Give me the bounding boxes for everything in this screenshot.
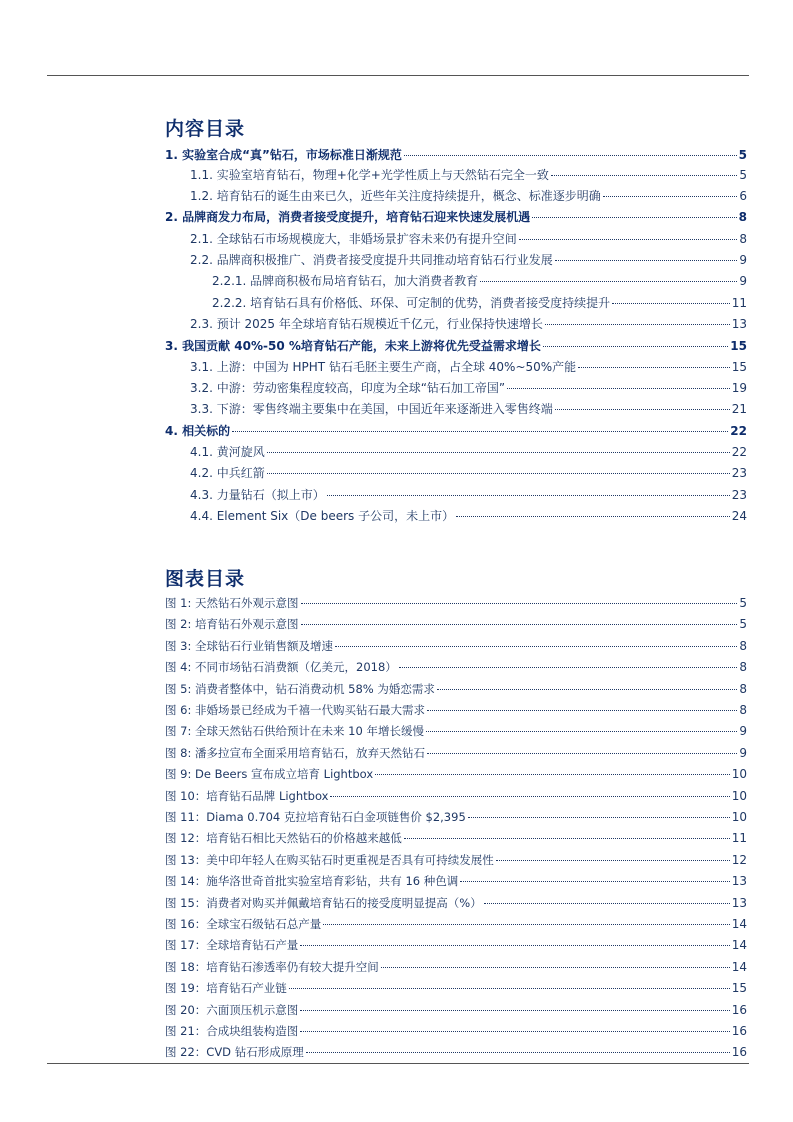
dot-leader xyxy=(330,796,729,797)
figure-entry-label: 图 6: 非婚场景已经成为千禧一代购买钻石最大需求 xyxy=(165,703,425,717)
figure-entry-label: 图 3: 全球钻石行业销售额及增速 xyxy=(165,638,334,653)
figure-entry-label: 图 2: 培育钻石外观示意图 xyxy=(165,617,299,632)
figure-entry[interactable] xyxy=(165,745,747,763)
figures-heading: 图表目录 xyxy=(165,568,246,590)
dot-leader xyxy=(578,367,730,368)
figure-entry-label: 图 22：CVD 钻石形成原理 xyxy=(165,1045,304,1060)
contents-entry-label: 3.3. 下游：零售终端主要集中在美国，中国近年来逐渐进入零售终端 xyxy=(190,402,553,416)
figure-entry[interactable] xyxy=(165,1002,747,1020)
contents-entry-page: 22 xyxy=(730,424,747,438)
contents-entry[interactable] xyxy=(165,208,747,227)
figure-entry[interactable] xyxy=(165,895,747,913)
figure-entry[interactable] xyxy=(165,980,747,998)
dot-leader xyxy=(437,689,737,690)
figure-entry-label: 图 8: 潘多拉宣布全面采用培育钻石，放弃天然钻石 xyxy=(165,745,425,760)
figure-entry-label: 图 16：全球宝石级钻石总产量 xyxy=(165,917,322,931)
dot-leader xyxy=(404,838,730,839)
dot-leader xyxy=(381,967,730,968)
dot-leader xyxy=(232,431,728,432)
dot-leader xyxy=(267,452,730,453)
figure-entry-page: 14 xyxy=(731,959,747,974)
figure-entry-page: 5 xyxy=(739,617,747,632)
figure-entry-page: 10 xyxy=(731,788,747,803)
contents-entry[interactable] xyxy=(190,187,747,206)
contents-entry-page: 23 xyxy=(731,466,747,480)
dot-leader xyxy=(603,196,738,197)
figure-entry-page: 16 xyxy=(731,1002,747,1017)
dot-leader xyxy=(327,495,730,496)
figure-entry-page: 9 xyxy=(739,724,747,739)
footer-rule xyxy=(47,1063,749,1064)
contents-entry[interactable] xyxy=(190,358,747,377)
dot-leader xyxy=(300,1010,729,1011)
dot-leader xyxy=(519,239,738,240)
contents-entry-label: 4.1. 黄河旋风 xyxy=(190,445,265,459)
contents-entry[interactable] xyxy=(165,337,747,356)
figure-entry-page: 8 xyxy=(739,638,747,653)
dot-leader xyxy=(267,473,730,474)
contents-entry-page: 6 xyxy=(739,189,747,203)
contents-entry[interactable] xyxy=(190,315,747,334)
contents-entry-page: 22 xyxy=(731,445,747,459)
contents-entry[interactable] xyxy=(190,507,747,526)
figure-entry-page: 16 xyxy=(731,1045,747,1060)
dot-leader xyxy=(404,155,737,156)
contents-entry-label: 3.2. 中游：劳动密集程度较高，印度为全球“钻石加工帝国” xyxy=(190,381,506,395)
dot-leader xyxy=(289,988,730,989)
contents-entry-label: 2.2. 品牌商积极推广、消费者接受度提升共同推动培育钻石行业发展 xyxy=(190,253,553,267)
figure-entry-page: 8 xyxy=(739,681,747,696)
header-rule xyxy=(47,75,749,76)
dot-leader xyxy=(555,409,730,410)
figure-entry[interactable] xyxy=(165,766,747,784)
dot-leader xyxy=(532,217,737,218)
figure-entry[interactable] xyxy=(165,852,747,870)
dot-leader xyxy=(323,924,729,925)
dot-leader xyxy=(427,710,737,711)
dot-leader xyxy=(375,774,730,775)
figure-entry-page: 8 xyxy=(739,703,747,717)
contents-entry-label: 1.1. 实验室培育钻石，物理+化学+光学性质上与天然钻石完全一致 xyxy=(190,168,549,182)
contents-heading: 内容目录 xyxy=(165,118,246,140)
contents-entry[interactable] xyxy=(212,294,747,313)
figure-entry-label: 图 15：消费者对购买并佩戴培育钻石的接受度明显提高（%） xyxy=(165,895,482,910)
figure-entry[interactable] xyxy=(165,702,747,720)
contents-entry-page: 8 xyxy=(738,210,747,224)
contents-entry-label: 2.3. 预计 2025 年全球培育钻石规模近千亿元，行业保持快速增长 xyxy=(190,317,543,331)
figure-entry[interactable] xyxy=(165,1044,747,1062)
figure-entry[interactable] xyxy=(165,595,747,613)
figure-entry-label: 图 12：培育钻石相比天然钻石的价格越来越低 xyxy=(165,831,402,846)
figure-entry-label: 图 11：Diama 0.704 克拉培育钻石白金项链售价 $2,395 xyxy=(165,810,466,824)
contents-entry[interactable] xyxy=(165,422,747,441)
figure-entry-page: 9 xyxy=(739,745,747,760)
figure-entry-label: 图 21：合成块组装构造图 xyxy=(165,1024,299,1038)
contents-entry-page: 8 xyxy=(739,232,747,246)
contents-entry-page: 11 xyxy=(731,296,747,310)
figure-entry[interactable] xyxy=(165,723,747,741)
contents-entry[interactable] xyxy=(190,166,747,185)
contents-entry-label: 3.1. 上游：中国为 HPHT 钻石毛胚主要生产商，占全球 40%~50%产能 xyxy=(190,360,577,374)
contents-entry-label: 4. 相关标的 xyxy=(165,424,231,438)
contents-entry[interactable] xyxy=(190,400,747,419)
figure-entry[interactable] xyxy=(165,788,747,806)
figure-entry-label: 图 4: 不同市场钻石消费额（亿美元，2018） xyxy=(165,660,397,675)
contents-entry-page: 9 xyxy=(739,253,747,267)
figure-entry[interactable] xyxy=(165,916,747,934)
dot-leader xyxy=(306,1052,730,1053)
dot-leader xyxy=(496,860,730,861)
figure-entry[interactable] xyxy=(165,873,747,891)
contents-entry-page: 15 xyxy=(730,339,747,353)
contents-entry[interactable] xyxy=(190,464,747,483)
dot-leader xyxy=(426,731,737,732)
figure-entry-page: 14 xyxy=(731,938,747,953)
figure-entry-page: 10 xyxy=(731,767,747,782)
dot-leader xyxy=(301,603,738,604)
contents-entry[interactable] xyxy=(190,379,747,398)
contents-entry-label: 2.1. 全球钻石市场规模庞大，非婚场景扩容未来仍有提升空间 xyxy=(190,232,517,246)
dot-leader xyxy=(300,1031,729,1032)
contents-entry[interactable] xyxy=(190,251,747,270)
figure-entry-page: 11 xyxy=(731,831,747,846)
contents-entry-label: 2. 品牌商发力布局，消费者接受度提升，培育钻石迎来快速发展机遇 xyxy=(165,210,531,224)
figure-entry-label: 图 18：培育钻石渗透率仍有较大提升空间 xyxy=(165,959,379,974)
contents-entry[interactable] xyxy=(212,272,747,291)
dot-leader xyxy=(507,388,730,389)
figure-entry[interactable] xyxy=(165,659,747,677)
contents-entry-label: 3. 我国贡献 40%-50 %培育钻石产能，未来上游将优先受益需求增长 xyxy=(165,339,541,353)
figure-entry[interactable] xyxy=(165,681,747,699)
figure-entry[interactable] xyxy=(165,809,747,827)
dot-leader xyxy=(335,646,737,647)
dot-leader xyxy=(456,516,730,517)
dot-leader xyxy=(545,324,730,325)
figure-entry-page: 13 xyxy=(731,874,747,889)
contents-entry-label: 2.2.1. 品牌商积极布局培育钻石，加大消费者教育 xyxy=(212,274,479,288)
contents-entry-label: 1.2. 培育钻石的诞生由来已久，近些年关注度持续提升，概念、标准逐步明确 xyxy=(190,189,601,203)
dot-leader xyxy=(399,667,738,668)
contents-entry-label: 4.3. 力量钻石（拟上市） xyxy=(190,488,325,502)
figure-entry-label: 图 13：美中印年轻人在购买钻石时更重视是否具有可持续发展性 xyxy=(165,852,494,867)
figure-entry-label: 图 9: De Beers 宣布成立培育 Lightbox xyxy=(165,767,374,782)
figure-entry-label: 图 20：六面顶压机示意图 xyxy=(165,1002,299,1017)
contents-entry-label: 2.2.2. 培育钻石具有价格低、环保、可定制的优势，消费者接受度持续提升 xyxy=(212,296,611,310)
figure-entry-label: 图 17：全球培育钻石产量 xyxy=(165,938,299,953)
contents-entry[interactable] xyxy=(190,443,747,462)
contents-entry[interactable] xyxy=(190,230,747,249)
dot-leader xyxy=(555,260,738,261)
dot-leader xyxy=(612,303,730,304)
contents-entry-label: 1. 实验室合成“真”钻石，市场标准日渐规范 xyxy=(165,148,402,162)
dot-leader xyxy=(543,346,728,347)
contents-entry-page: 13 xyxy=(731,317,747,331)
figure-entry[interactable] xyxy=(165,959,747,977)
dot-leader xyxy=(301,624,738,625)
figure-entry-page: 14 xyxy=(731,917,747,931)
figure-entry-page: 10 xyxy=(731,810,747,824)
dot-leader xyxy=(460,881,729,882)
figure-entry[interactable] xyxy=(165,830,747,848)
contents-entry-label: 4.2. 中兵红箭 xyxy=(190,466,265,480)
contents-entry-page: 9 xyxy=(739,274,747,288)
figure-entry-label: 图 14：施华洛世奇首批实验室培育彩钻，共有 16 种色调 xyxy=(165,874,459,889)
dot-leader xyxy=(468,817,730,818)
figure-entry-page: 16 xyxy=(731,1024,747,1038)
figure-entry-page: 12 xyxy=(731,852,747,867)
dot-leader xyxy=(484,903,730,904)
contents-entry-page: 23 xyxy=(731,488,747,502)
contents-entry-page: 5 xyxy=(738,148,747,162)
figure-entry-page: 8 xyxy=(739,660,747,675)
contents-entry[interactable] xyxy=(165,146,747,165)
dot-leader xyxy=(300,945,729,946)
figure-entry-label: 图 7: 全球天然钻石供给预计在未来 10 年增长缓慢 xyxy=(165,724,424,739)
figure-entry-label: 图 10：培育钻石品牌 Lightbox xyxy=(165,788,329,803)
figure-entry-page: 5 xyxy=(739,596,747,610)
figure-entry-label: 图 1: 天然钻石外观示意图 xyxy=(165,596,299,610)
figure-entry-page: 13 xyxy=(731,895,747,910)
figure-entry[interactable] xyxy=(165,638,747,656)
contents-entry-page: 5 xyxy=(739,168,747,182)
contents-entry-page: 19 xyxy=(731,381,747,395)
dot-leader xyxy=(480,281,737,282)
dot-leader xyxy=(427,753,737,754)
contents-entry-page: 15 xyxy=(731,360,747,374)
figure-entry[interactable] xyxy=(165,937,747,955)
figure-entry[interactable] xyxy=(165,616,747,634)
contents-entry-page: 21 xyxy=(731,402,747,416)
contents-entry[interactable] xyxy=(190,486,747,505)
dot-leader xyxy=(551,175,738,176)
contents-entry-page: 24 xyxy=(731,509,747,523)
figure-entry-page: 15 xyxy=(731,981,747,996)
contents-entry-label: 4.4. Element Six（De beers 子公司，未上市） xyxy=(190,509,455,523)
figure-entry-label: 图 5: 消费者整体中，钻石消费动机 58% 为婚恋需求 xyxy=(165,681,435,696)
figure-entry-label: 图 19：培育钻石产业链 xyxy=(165,981,287,996)
figure-entry[interactable] xyxy=(165,1023,747,1041)
